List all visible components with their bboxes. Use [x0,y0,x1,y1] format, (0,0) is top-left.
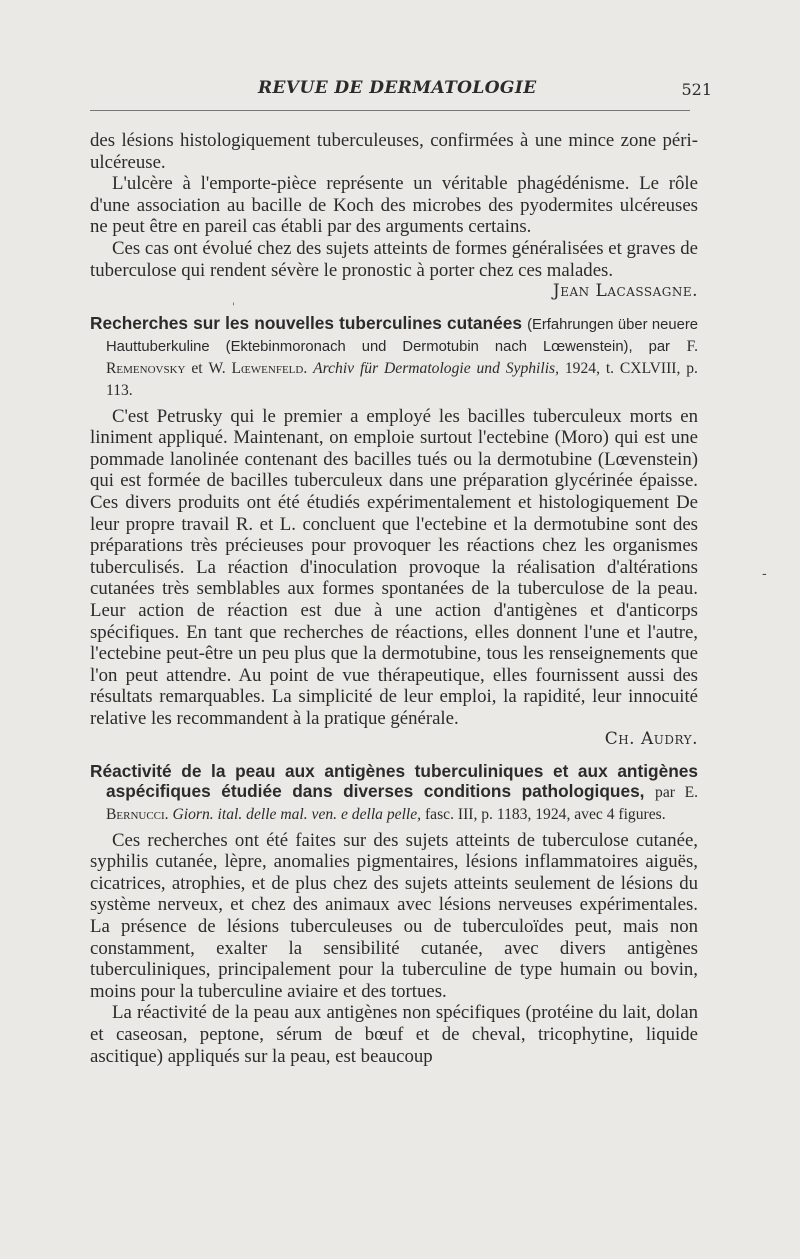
article-2-citation: fasc. III, p. 1183, 1924, avec 4 figures. [424,806,666,824]
article-2-author: E. Bernucci. [106,784,698,824]
running-header [90,74,712,111]
article-2-journal: Giorn. ital. delle mal. ven. e della pelle, [172,806,422,824]
article-2-title: Réactivité de la peau aux antigènes tuberculiniques et aux antigènes aspécifiques étudiée dans diverses conditions pathologiques, [90,761,698,802]
article-1-citation: 1924, t. CXLVIII, p. 113. [106,360,698,400]
page-body [90,130,698,1067]
article-1-author-join: et [191,360,203,378]
article-1-author-2: W. Lœwenfeld. [208,360,308,378]
page-number: 521 [681,80,712,99]
article-2-paragraph-2: La réactivité de la peau aux antigènes non spécifiques (protéine du lait, dolan et caseosan, peptone, sérum de bœuf et de cheval, tricophytine, liquide ascitique) appliqués sur la peau, est beaucoup [90,1002,698,1067]
intro-paragraph-1: des lésions histologiquement tuberculeuses, confirmées à une mince zone péri-ulcéreuse. [90,130,698,173]
article-1-subtitle: (Erfahrungen über neuere Hauttuberkuline (Ektebinmoronach und Dermotubin nach Lœwenstein), par [106,316,699,355]
article-2-paragraph-1: Ces recherches ont été faites sur des sujets atteints de tuberculose cutanée, syphilis cutanée, lèpre, anomalies pigmentaires, lésions inflammatoires aiguës, cicatrices, atrophies, et de plus chez des sujets atteints seulement de lésions du système nerveux, et chez des animaux avec lésions nerveuses expérimentales. La présence de lésions tuberculeuses ou de tuberculoïdes peut, mais non constamment, exalter la sensibilité cutanée, avec divers antigènes tuberculiniques, principalement pour la tuberculine de type humain ou bovin, moins pour la tuberculine aviaire et des tortues. [90,829,698,1002]
stray-mark: ' [232,302,235,313]
signature-lacassagne: Jean Lacassagne. [552,281,698,302]
article-1-title: Recherches sur les nouvelles tuberculines cutanées [90,312,522,333]
signature-audry: Ch. Audry. [604,729,698,750]
intro-paragraph-2: L'ulcère à l'emporte-pièce représente un véritable phagédénisme. Le rôle d'une association au bacille de Koch des microbes des pyodermites ulcéreuses ne peut être en pareil cas établi par des arguments certains. [90,173,698,238]
article-1-author-1: F. Remenovsky [106,337,698,378]
intro-paragraph-3: Ces cas ont évolué chez des sujets atteints de formes généralisées et graves de tuberculose qui rendent sévère le pronostic à porter chez ces malades. [90,237,698,281]
margin-tick-mark: - [762,566,767,582]
article-2-by: par [655,784,675,802]
running-title: REVUE DE DERMATOLOGIE [258,78,537,98]
article-1-heading [90,313,698,402]
article-1-body: C'est Petrusky qui le premier a employé les bacilles tuberculeux morts en liniment appliqué. Maintenant, on emploie surtout l'ectebine (Moro) qui est une pommade lanolinée contenant des bacilles tués ou la dermotubine (Lœvenstein) qui est formée de bacilles tuberculeux dans une préparation glycérinée épaisse. Ces divers produits ont été étudiés expérimentalement et histologiquement De leur propre travail R. et L. concluent que l'ectebine et la dermotubine sont des préparations très précieuses pour provoquer les réactions chez les organismes tuberculisés. La réaction d'inoculation provoque la réalisation d'altérations cutanées très semblables aux formes spontanées de la tuberculose de la peau. Leur action de réaction est due à une action d'antigènes et d'anticorps spécifiques. En tant que recherches de réactions, elles donnent l'une et l'autre, l'ectebine peut-être un peu plus que la dermotubine, tous les renseignements que l'on peut attendre. Au point de vue thérapeutique, elles fournissent aussi des résultats remarquables. La simplicité de leur emploi, la rapidité, leur innocuité relative les recommandent à la pratique générale. [90,405,698,729]
article-1-journal: Archiv für Dermatologie und Syphilis, [313,360,560,378]
article-2-heading [90,761,698,826]
